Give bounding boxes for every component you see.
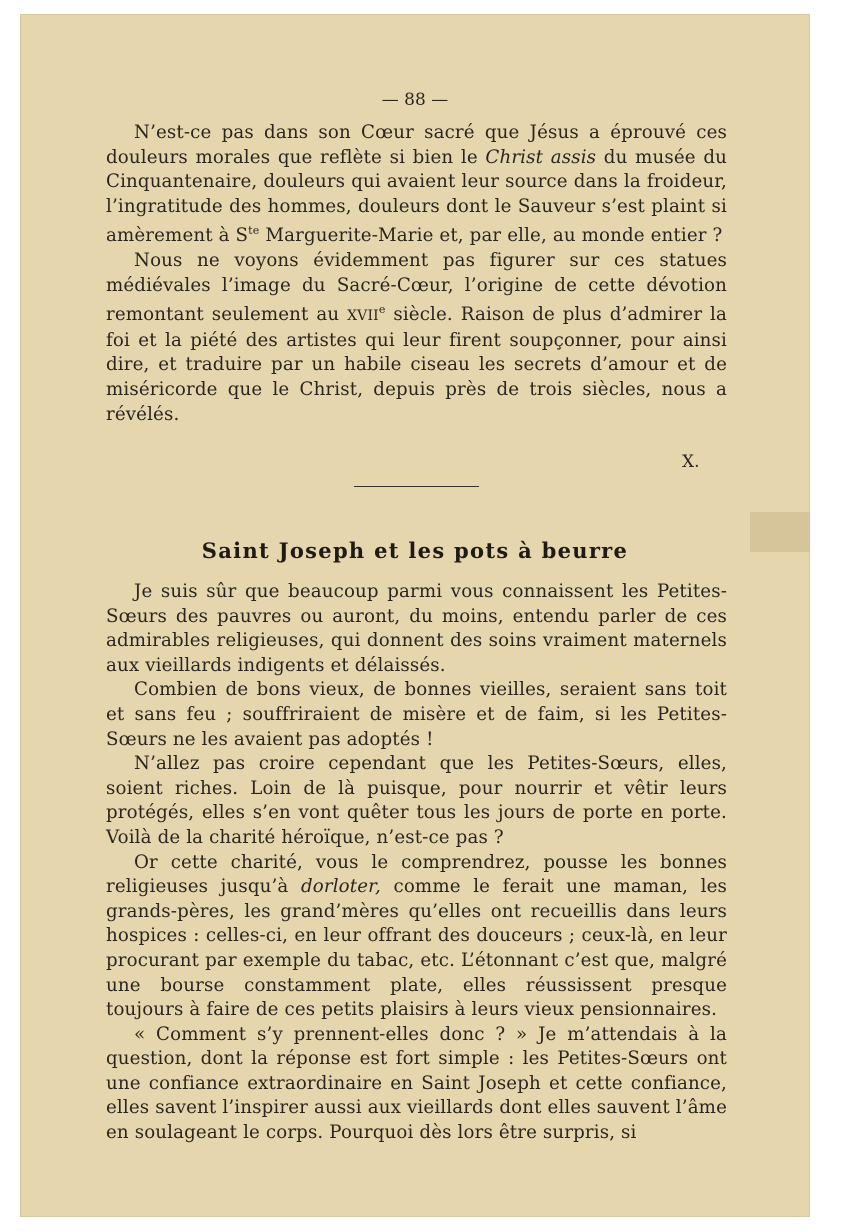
century-numeral: XVII bbox=[347, 308, 379, 325]
text: Or cette charité, vous le comprendrez, pousse les bonnes religieuses jusqu’à bbox=[106, 851, 727, 898]
paragraph bbox=[106, 851, 727, 1023]
superscript: te bbox=[248, 224, 260, 238]
text: comme le ferait une maman, les grands-pères, les grand’mères qu’elles ont recueillis dans leurs hospices : celles-ci, en leur offrant des douceurs ; ceux-là, en leur procurant par exemple du tabac, etc. L’étonnant c’est que, malgré une bourse constamment plate, elles réussissent presque toujours à faire de ces petits plaisirs à leurs vieux pensionnaires. bbox=[106, 876, 727, 1021]
italic-text: Christ assis bbox=[485, 146, 597, 168]
paragraph: N’allez pas croire cependant que les Petites-Sœurs, elles, soient riches. Loin de là puisque, pour nourrir et vêtir leurs protégés, elles s’en vont quêter tous les jours de porte en porte. Voilà de la charité héroïque, n’est-ce pas ? bbox=[106, 753, 727, 848]
author-signature: X. bbox=[682, 452, 700, 472]
page-number: — 88 — bbox=[381, 90, 449, 110]
paper-page bbox=[20, 14, 810, 1217]
italic-text: dorloter, bbox=[300, 876, 381, 898]
section-divider bbox=[354, 486, 479, 487]
text: N’est-ce pas dans son Cœur sacré que Jésus a éprouvé ces douleurs morales que reflète si bien le bbox=[106, 122, 727, 168]
paragraph bbox=[106, 249, 727, 427]
paragraph: Combien de bons vieux, de bonnes vieilles, seraient sans toit et sans feu ; souffriraient de misère et de faim, si les Petites-Sœurs ne les avaient pas adoptés ! bbox=[106, 679, 727, 750]
article-saint-joseph bbox=[106, 580, 727, 1146]
paragraph: Je suis sûr que beaucoup parmi vous connaissent les Petites-Sœurs des pauvres ou auront, du moins, entendu parler de ces admirables religieuses, qui donnent des soins vraiment maternels aux vieillards indigents et délaissés. bbox=[106, 581, 727, 676]
text: siècle. Raison de plus d’admirer la foi et la piété des artistes qui leur firent soupçonner, pour ainsi dire, et traduire par un habile ciseau les secrets d’amour et de miséricorde que le Christ, depuis près de trois siècles, nous a révélés. bbox=[106, 304, 727, 425]
article-title: Saint Joseph et les pots à beurre bbox=[201, 538, 629, 563]
article-sacred-heart bbox=[106, 121, 727, 427]
superscript: e bbox=[378, 303, 386, 317]
text: du musée du Cinquantenaire, douleurs qui avaient leur source dans la froideur, l’ingratitude des hommes, douleurs dont le Sauveur s’est plaint si amèrement à S bbox=[106, 146, 727, 247]
paragraph: « Comment s’y prennent-elles donc ? » Je m’attendais à la question, dont la réponse est fort simple : les Petites-Sœurs ont une confiance extraordinaire en Saint Joseph et cette confiance, elles savent l’inspirer aussi aux vieillards dont elles sauvent l’âme en soulageant le corps. Pourquoi dès lors être surpris, si bbox=[106, 1023, 727, 1144]
text: Nous ne voyons évidemment pas figurer sur ces statues médiévales l’image du Sacré-Cœur, l’origine de cette dévotion remontant seulement au bbox=[106, 250, 727, 326]
text: Marguerite-Marie et, par elle, au monde entier ? bbox=[259, 225, 723, 247]
paragraph bbox=[106, 121, 727, 249]
